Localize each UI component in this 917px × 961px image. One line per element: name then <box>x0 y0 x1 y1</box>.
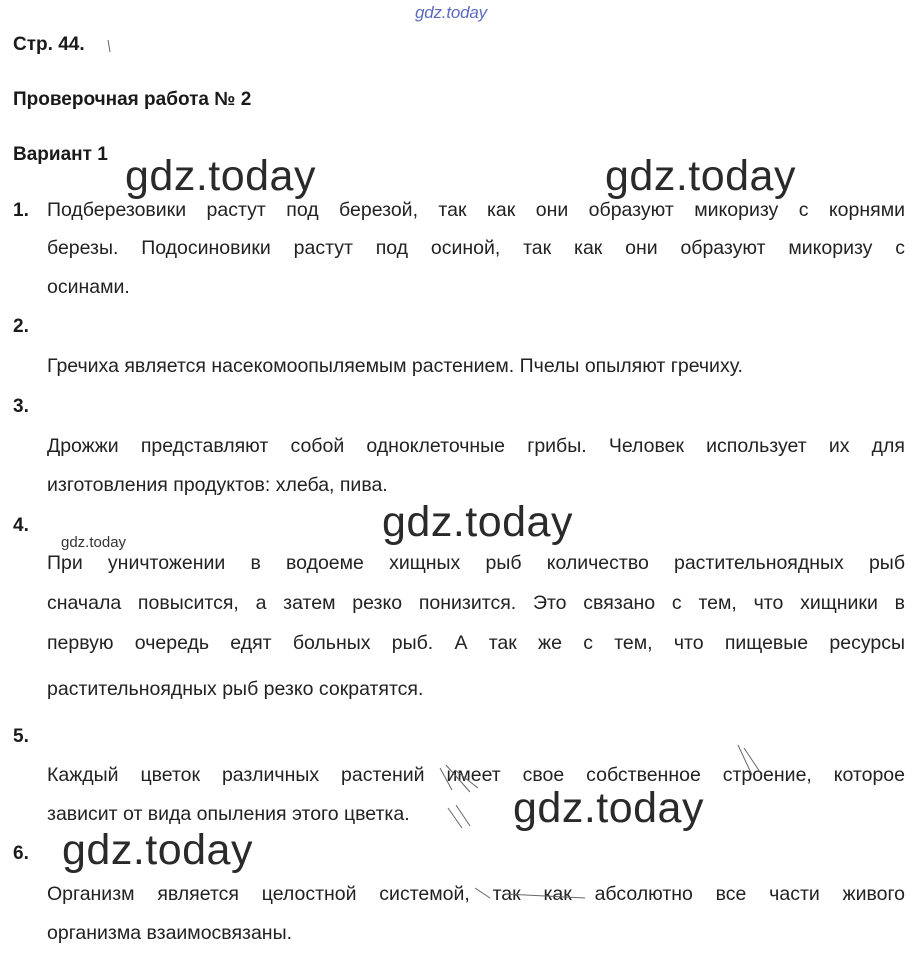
answer-line: При уничтожении в водоеме хищных рыб количество растительноядных рыб <box>47 552 905 574</box>
answer-line: Гречиха является насекомоопыляемым растением. Пчелы опыляют гречиху. <box>47 355 743 377</box>
watermark-large: gdz.today <box>62 826 253 874</box>
scribble-mark <box>108 40 110 52</box>
answer-line: Организм является целостной системой, так как абсолютно все части живого <box>47 883 905 905</box>
watermark-small: gdz.today <box>61 534 127 551</box>
answer-line: зависит от вида опыления этого цветка. <box>47 803 410 825</box>
answer-number: 2. <box>13 316 29 337</box>
answer-line: растительноядных рыб резко сократятся. <box>47 678 424 700</box>
watermark-large: gdz.today <box>125 152 316 200</box>
watermark-large: gdz.today <box>382 498 573 546</box>
answer-number: 5. <box>13 726 29 747</box>
page-title: Проверочная работа № 2 <box>13 89 252 110</box>
answer-line: Дрожжи представляют собой одноклеточные грибы. Человек использует их для <box>47 435 905 457</box>
watermark-top: gdz.today <box>415 3 487 22</box>
scribble-mark <box>475 888 585 898</box>
answer-line: изготовления продуктов: хлеба, пива. <box>47 474 388 496</box>
answer-number: 4. <box>13 515 29 536</box>
answer-number: 3. <box>13 396 29 417</box>
watermark-large: gdz.today <box>513 784 704 832</box>
answer-line: Каждый цветок различных растений имеет свое собственное строение, которое <box>47 764 905 786</box>
answer-number: 1. <box>13 200 29 221</box>
answer-number: 6. <box>13 843 29 864</box>
answer-line: Подберезовики растут под березой, так как они образуют микоризу с корнями <box>47 199 905 221</box>
page-reference: Стр. 44. <box>13 34 85 55</box>
scribble-mark <box>738 745 760 775</box>
answer-line: первую очередь едят больных рыб. А так же с тем, что пищевые ресурсы <box>47 632 905 654</box>
answer-line: организма взаимосвязаны. <box>47 922 292 944</box>
watermark-large: gdz.today <box>605 152 796 200</box>
answer-line: сначала повысится, а затем резко понизится. Это связано с тем, что хищники в <box>47 592 905 614</box>
variant-label: Вариант 1 <box>13 144 108 165</box>
scribble-mark <box>440 765 478 792</box>
answer-line: осинами. <box>47 276 130 298</box>
scribble-mark <box>448 805 470 828</box>
answer-line: березы. Подосиновики растут под осиной, так как они образуют микоризу с <box>47 237 905 259</box>
